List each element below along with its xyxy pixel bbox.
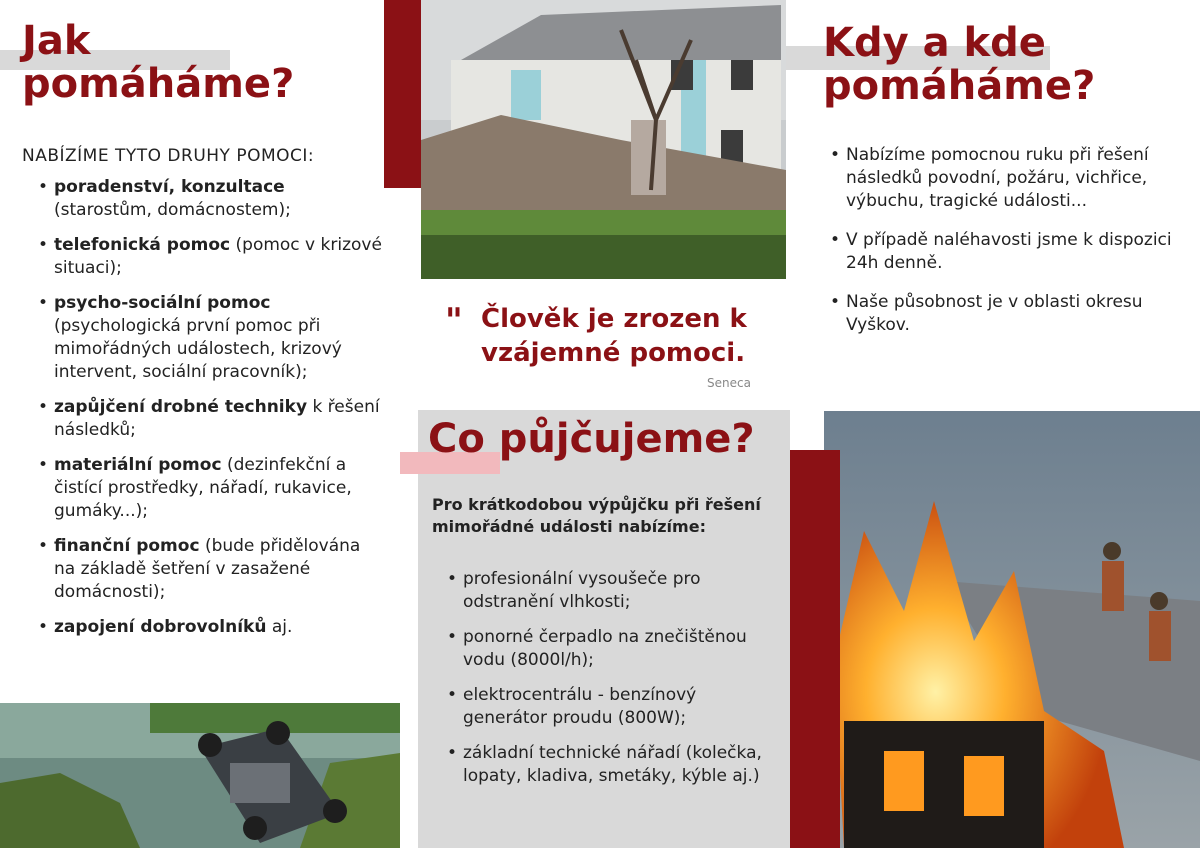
item-bold: zapůjčení drobné techniky (54, 397, 308, 417)
item-text: (pomoc v krizové situaci); (54, 235, 382, 278)
list-item: • ponorné čerpadlo na znečištěnou vodu (8000l/h); (463, 626, 783, 672)
quote-mark-icon: " (445, 301, 463, 341)
item-text: (dezinfekční a čistící prostředky, nářadí, rukavice, gumáky...); (54, 455, 352, 521)
list-item: • elektrocentrálu - benzínový generátor proudu (800W); (463, 684, 783, 730)
list-item: • profesionální vysoušeče pro odstranění vlhkosti; (463, 568, 783, 614)
item-bold: psycho-sociální pomoc (54, 293, 271, 313)
item-text: aj. (271, 617, 293, 637)
list-item: • V případě naléhavosti jsme k dispozici 24h denně. (846, 229, 1186, 275)
item-text: k řešení následků; (54, 397, 380, 440)
item-bold: zapojení dobrovolníků (54, 617, 267, 637)
left-title-line2: pomáháme? (22, 61, 295, 108)
house-fire-photo (824, 411, 1200, 848)
when-where-list (846, 144, 1186, 353)
item-bold: materiální pomoc (54, 455, 222, 475)
right-title-line2: pomáháme? (823, 63, 1096, 110)
lend-list (463, 568, 783, 800)
help-types-list (54, 176, 384, 651)
list-item (54, 234, 384, 280)
flooded-car-photo (0, 703, 400, 848)
item-bold: finanční pomoc (54, 536, 200, 556)
list-item (54, 454, 384, 523)
destroyed-house-photo (421, 0, 786, 279)
list-item: • Naše působnost je v oblasti okresu Vyškov. (846, 291, 1186, 337)
list-item (54, 396, 384, 442)
item-text: (psychologická první pomoc při mimořádných událostech, krizový intervent, sociální pracovník); (54, 316, 342, 382)
quote-author: Seneca (707, 376, 751, 390)
list-item (54, 535, 384, 604)
list-item (54, 292, 384, 384)
left-title (22, 20, 294, 106)
item-text: (starostům, domácnostem); (54, 200, 291, 220)
right-title (823, 22, 1095, 108)
right-title-line1: Kdy a kde (823, 20, 1046, 66)
item-bold: telefonická pomoc (54, 235, 231, 255)
list-item: • základní technické nářadí (kolečka, lopaty, kladiva, smetáky, kýble aj.) (463, 742, 783, 788)
quote-text: Člověk je zrozen k vzájemné pomoci. (481, 304, 747, 368)
fire-red-bar (790, 450, 840, 848)
help-types-subtitle: NABÍZÍME TYTO DRUHY POMOCI: (22, 146, 315, 166)
lend-title: Co půjčujeme? (428, 416, 755, 462)
list-item: • Nabízíme pomocnou ruku při řešení následků povodní, požáru, vichřice, výbuchu, tragické události... (846, 144, 1186, 213)
lend-intro: Pro krátkodobou výpůjčku při řešení mimořádné události nabízíme: (432, 495, 761, 536)
item-text: (bude přidělována na základě šetření v zasažené domácnosti); (54, 536, 361, 602)
list-item (54, 616, 384, 639)
item-bold: poradenství, konzultace (54, 177, 285, 197)
list-item (54, 176, 384, 222)
left-title-line1: Jak (22, 18, 91, 64)
